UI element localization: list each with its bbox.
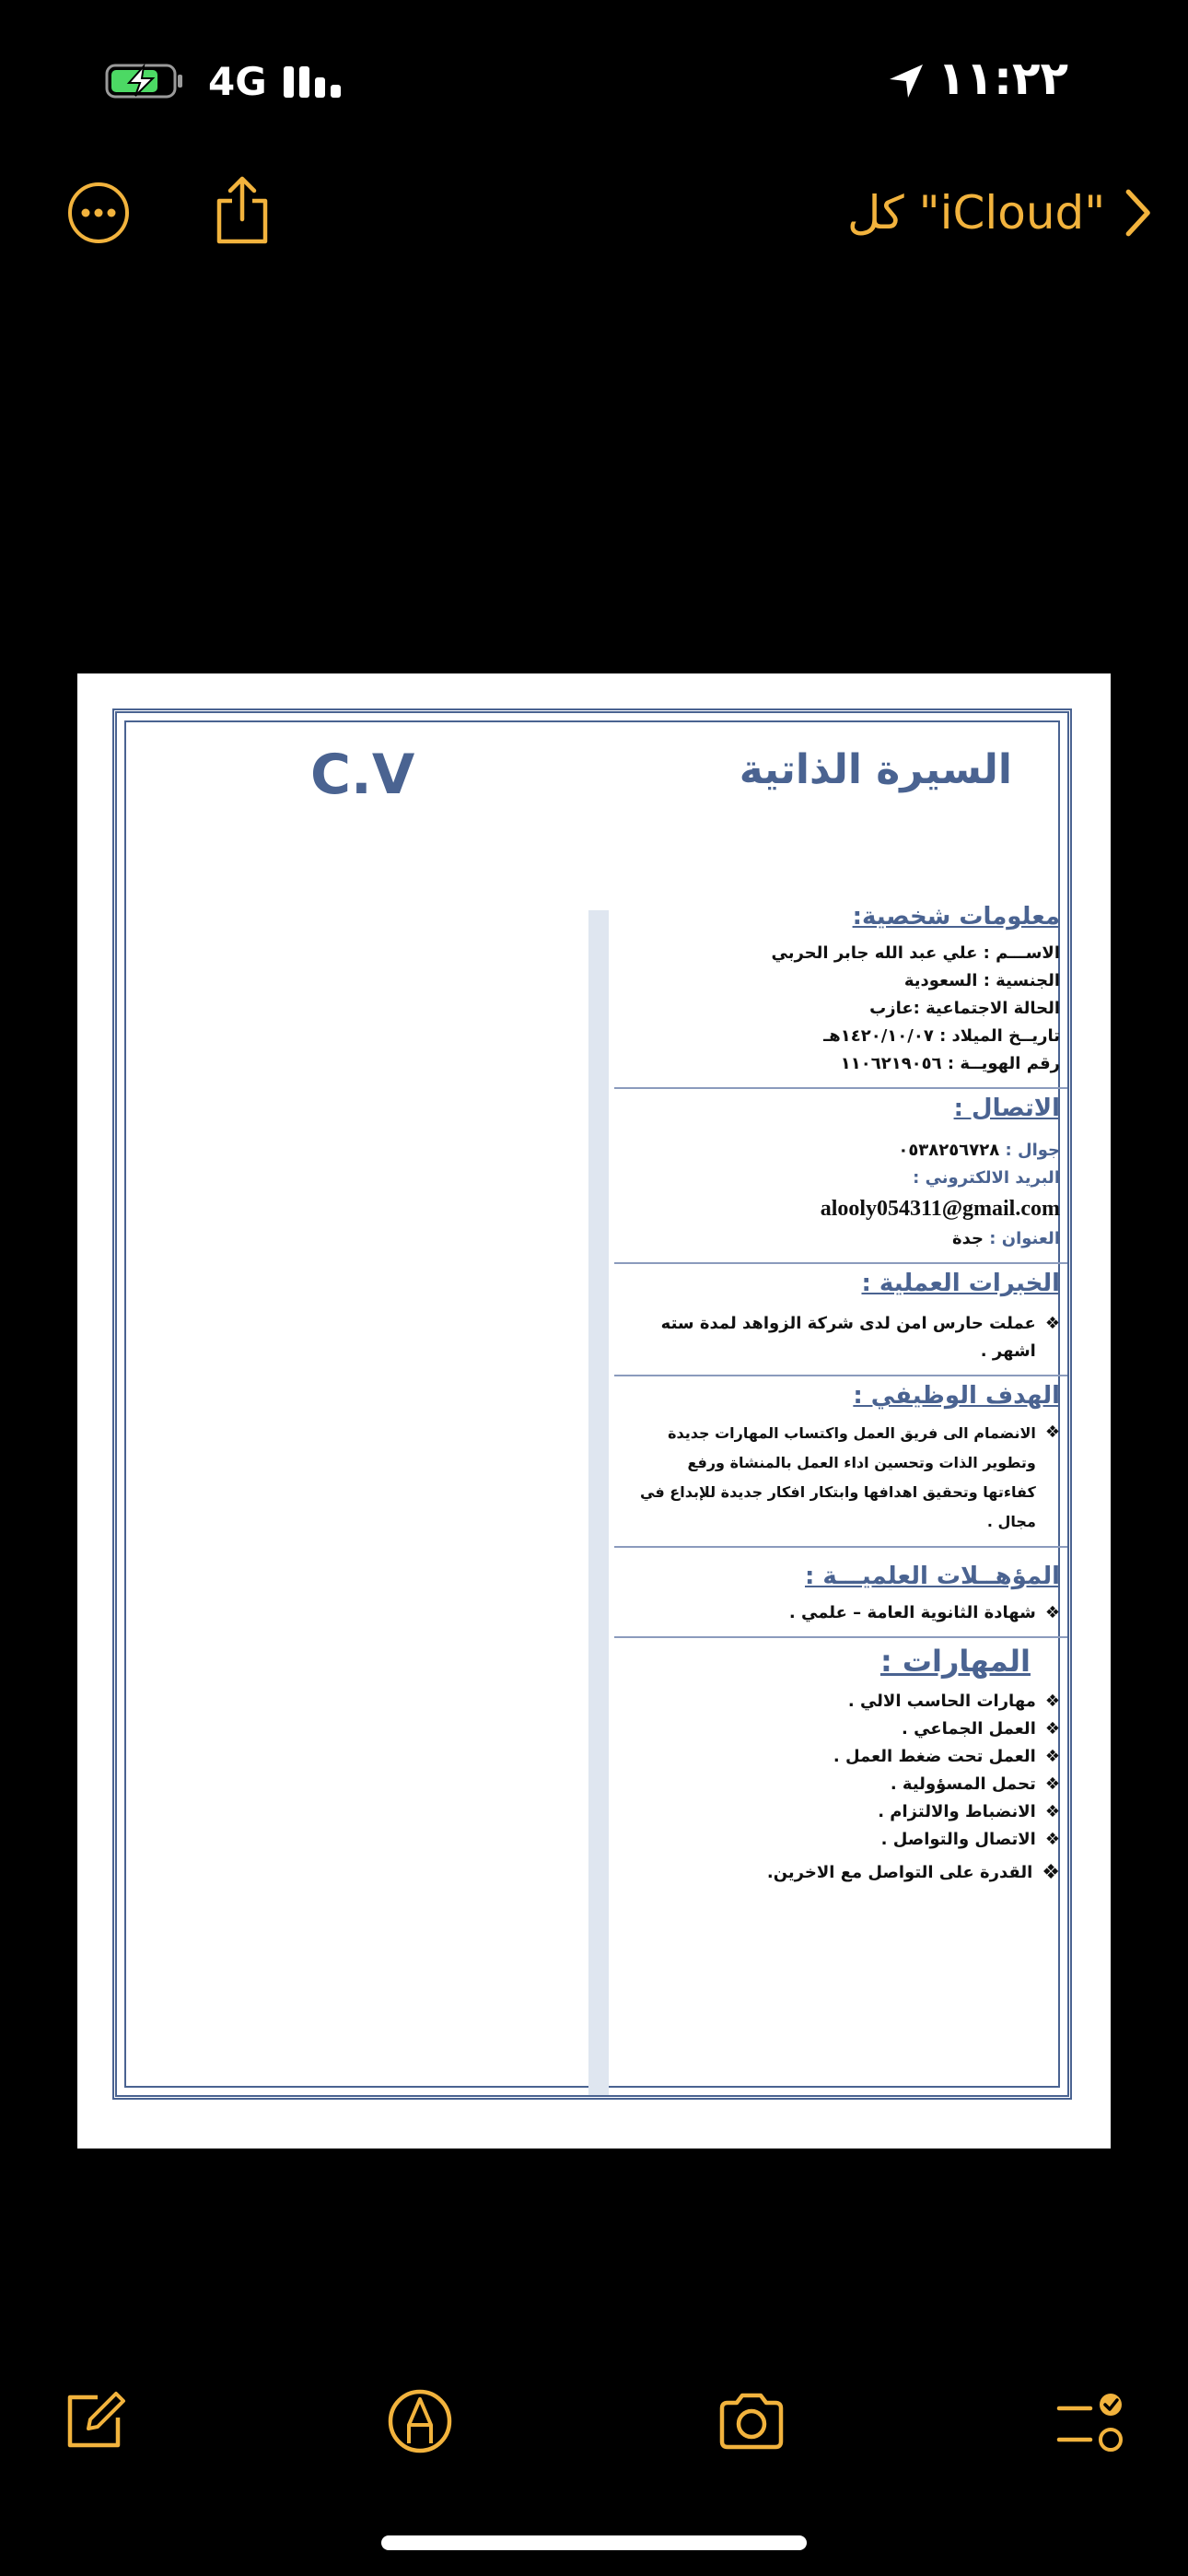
personal-heading: معلومات شخصية: (852, 903, 1060, 931)
chevron-right-icon (1124, 185, 1151, 240)
personal-info-section (614, 897, 1067, 1089)
email-label: البريد الالكتروني : (913, 1168, 1060, 1188)
mobile-value: ٠٥٣٨٢٥٦٧٢٨ (898, 1141, 1000, 1160)
skills-section (614, 1638, 1067, 1896)
list-item (631, 1743, 1060, 1771)
compose-icon[interactable] (57, 2384, 131, 2458)
objective-section (614, 1376, 1067, 1548)
qualification-item: شهادة الثانوية العامة – علمي . (788, 1603, 1036, 1622)
status-time: ١١:٢٢ (938, 52, 1069, 105)
contact-heading: الاتصال : (953, 1095, 1060, 1122)
skills-heading: المهارات : (879, 1644, 1031, 1679)
bullet-icon: ❖ (1044, 1314, 1060, 1333)
list-item (631, 1771, 1060, 1798)
location-arrow-icon (886, 61, 926, 101)
id-line: رقم الهويــة : ١١٠٦٢١٩٠٥٦ (840, 1054, 1060, 1073)
mobile-line (631, 1137, 1060, 1165)
marital-line: الحالة الاجتماعية :عازب (869, 999, 1060, 1018)
back-button[interactable] (847, 181, 1151, 245)
checklist-icon[interactable] (1054, 2384, 1127, 2458)
objective-text: الانضمام الى فريق العمل واكتساب المهارات جديدة وتطوير الذات وتحسين اداء العمل بالمنشاة ورفع كفاءتها وتحقيق اهدافها وابتكار افكار جديدة للإبداع في مجال . (640, 1424, 1036, 1530)
list-item (631, 1859, 1060, 1887)
experience-item: عملت حارس امن لدى شركة الزواهد لمدة سته اشهر . (660, 1314, 1036, 1361)
email-label-line (631, 1165, 1060, 1192)
bullet-icon: ❖ (1044, 1719, 1060, 1739)
qualifications-section (614, 1548, 1067, 1638)
list-item (631, 1826, 1060, 1854)
list-item (631, 1419, 1060, 1537)
skill-item: الانضباط والالتزام . (878, 1802, 1036, 1821)
page-border (112, 708, 1072, 2100)
list-item (631, 1599, 1060, 1627)
nationality-line: الجنسية : السعودية (903, 971, 1060, 990)
experience-heading: الخبرات العملية : (861, 1270, 1060, 1297)
skill-item: العمل الجماعي . (902, 1719, 1036, 1739)
email-value: alooly054311@gmail.com (820, 1197, 1060, 1221)
bullet-icon: ❖ (1044, 1747, 1060, 1766)
experience-section (614, 1264, 1067, 1376)
cv-document[interactable] (77, 673, 1111, 2149)
address-value: جدة (951, 1229, 984, 1248)
address-label: العنوان : (989, 1229, 1060, 1248)
skill-item: تحمل المسؤولية . (890, 1774, 1036, 1794)
birth-line: تاريــخ الميلاد : ١٤٢٠/١٠/٠٧هـ (823, 1026, 1060, 1046)
share-icon[interactable] (210, 173, 274, 247)
signal-bars-icon (282, 63, 346, 100)
bullet-icon: ❖ (1044, 1423, 1060, 1442)
cv-title-arabic: السيرة الذاتية (739, 746, 1012, 793)
bullet-icon: ❖ (1042, 1861, 1060, 1884)
ellipsis-circle-icon[interactable] (66, 181, 131, 245)
skill-item: الاتصال والتواصل . (880, 1830, 1036, 1849)
list-item (631, 1688, 1060, 1715)
skill-item: العمل تحت ضغط العمل . (833, 1747, 1036, 1766)
bullet-icon: ❖ (1044, 1692, 1060, 1711)
bullet-icon: ❖ (1044, 1603, 1060, 1622)
objective-heading: الهدف الوظيفي : (853, 1382, 1060, 1410)
qualifications-heading: المؤهــلات العلميـــة : (804, 1563, 1060, 1590)
bullet-icon: ❖ (1044, 1802, 1060, 1821)
markup-pen-icon[interactable] (383, 2384, 457, 2458)
list-item (631, 1715, 1060, 1743)
bullet-icon: ❖ (1044, 1830, 1060, 1849)
address-line (631, 1225, 1060, 1253)
cv-content (614, 897, 1067, 1896)
back-label: كل "iCloud" (847, 186, 1106, 240)
mobile-label: جوال : (1005, 1141, 1060, 1160)
bullet-icon: ❖ (1044, 1774, 1060, 1794)
name-line: الاســـم : علي عبد الله جابر الحربي (771, 943, 1060, 963)
network-type: 4G (208, 59, 267, 104)
skill-item: القدرة على التواصل مع الاخرين. (766, 1863, 1033, 1882)
status-bar (0, 48, 1188, 112)
cv-title-english: C.V (310, 743, 415, 807)
home-indicator[interactable] (381, 2535, 807, 2550)
camera-icon[interactable] (715, 2384, 788, 2458)
list-item (631, 1310, 1060, 1365)
list-item (631, 1798, 1060, 1826)
contact-section (614, 1089, 1067, 1264)
side-column-bar (588, 910, 609, 2095)
battery-charging-icon (105, 63, 184, 100)
skill-item: مهارات الحاسب الالي . (847, 1692, 1036, 1711)
